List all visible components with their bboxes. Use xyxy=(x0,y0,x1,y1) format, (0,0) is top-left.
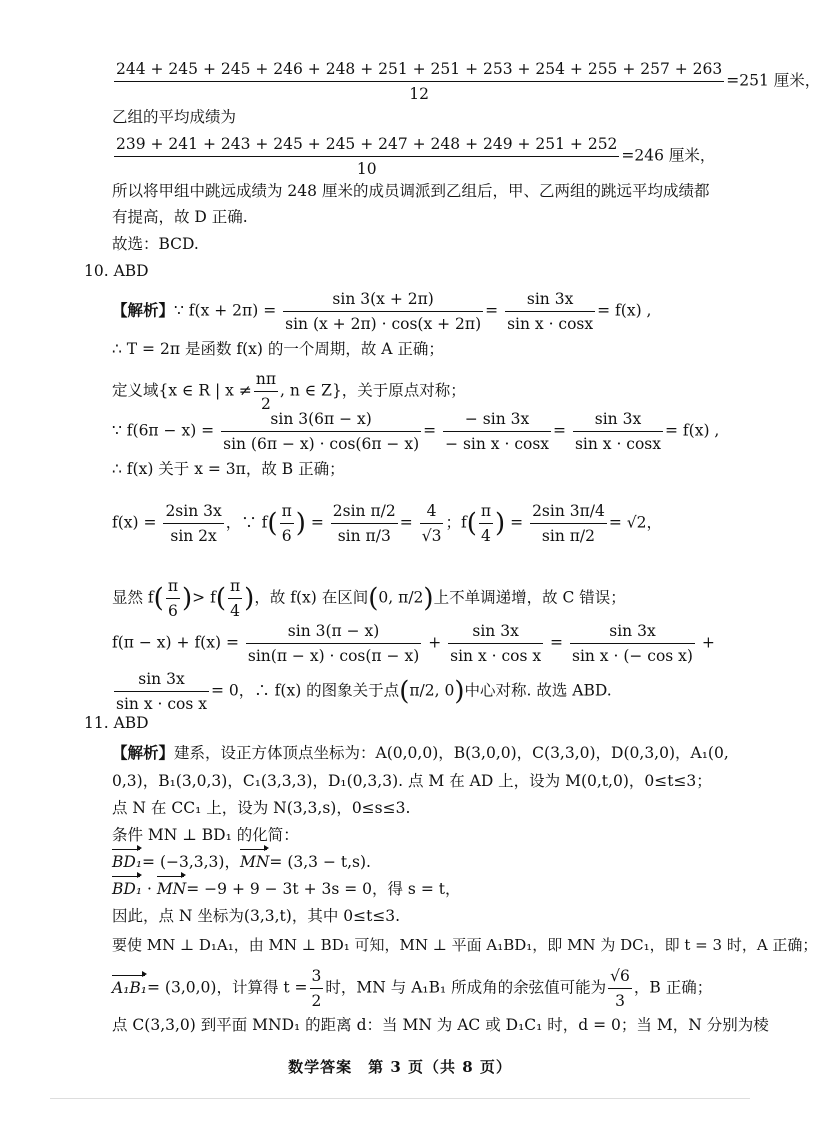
vector-bd1: BD₁ xyxy=(112,880,143,898)
fraction: $\frac{\sin 3(6\pi - x)}{\sin (6\pi - x) \cdot \cos(6\pi - x)}$ xyxy=(223,410,420,453)
fraction: $\frac{2\sin 3x}{\sin 2x}$ xyxy=(165,502,222,545)
fraction: $\frac{\sin 3x}{\text{sin x · cosx}}$ xyxy=(574,410,662,453)
fraction: $\frac{\sin 3x}{\text{sin x · cosx}}$ xyxy=(507,290,594,333)
fraction: $\frac{2\sin 3\pi/4}{\text{sin π/2}}$ xyxy=(532,502,605,545)
q10-line-9: $\frac{\sin 3x}{\text{sin x · cos x}}$ = 0，∴ f(x) 的图象关于点(π/2, 0)中心对称. 故选 ABD. xyxy=(116,670,612,713)
q11-line-7: 因此，点 N 坐标为(3,3,t)，其中 0≤t≤3. xyxy=(112,907,401,925)
fraction: $\frac{n\pi}{2}$ xyxy=(255,370,277,413)
q11-line-3: 点 N 在 CC₁ 上，设为 N(3,3,s)，0≤s≤3. xyxy=(112,799,411,817)
q11-line-2: 0,3)，B₁(3,0,3)，C₁(3,3,3)，D₁(0,3,3). 点 M 在 AD 上，设为 M(0,t,0)，0≤t≤3； xyxy=(112,772,712,790)
text-line: 所以将甲组中跳远成绩为 248 厘米的成员调派到乙组后，甲、乙两组的跳远平均成绩都 xyxy=(112,182,710,200)
text-line: 乙组的平均成绩为 xyxy=(112,108,237,126)
text-line: 故选：BCD. xyxy=(112,235,199,253)
vector-bd1: BD₁ xyxy=(112,853,143,871)
fraction: $\frac{\sin 3x}{\text{sin x · cos x}}$ xyxy=(116,670,207,713)
q10-line-4: ∵ f(6π − x) = $\frac{\sin 3(6\pi - x)}{\sin (6\pi - x) \cdot \cos(6\pi - x)}$ = $\frac{- \sin 3x}{\text{− sin x · cosx}}$ = $\frac{\sin 3x}{\text{sin x · cosx}}$ = f(x) , xyxy=(112,410,720,453)
q10-line-6: f(x) = $\frac{2\sin 3x}{\sin 2x}$ ，∵ f( $\frac{\pi}{6}$ ) = $\frac{\text{2sin π/2}}{\text{sin π/3}}$ = $\frac{4}{√3}$ ；f( $\frac{\pi}{4}$ ) = $\frac{2\sin 3\pi/4}{\text{sin π/2}}$ = √2， xyxy=(112,502,663,545)
fraction: $\frac{\pi}{4}$ xyxy=(229,577,241,620)
fraction: $\frac{- \sin 3x}{\text{− sin x · cosx}}$ xyxy=(445,410,550,453)
q10-line-5: ∴ f(x) 关于 x = 3π，故 B 正确； xyxy=(112,460,345,478)
q10-line-3: 定义域{x ∈ R | x ≠ $\frac{n\pi}{2}$ , n ∈ Z}，关于原点对称； xyxy=(112,370,466,413)
fraction: $\frac{\sin 3x}{\text{sin x · cos x}}$ xyxy=(450,622,542,665)
question-10-header: 10. ABD xyxy=(84,262,149,280)
fraction: $\frac{\pi}{6}$ xyxy=(167,577,179,620)
q10-line-2: ∴ T = 2π 是函数 f(x) 的一个周期，故 A 正确； xyxy=(112,340,444,358)
vector-a1b1: A₁B₁ xyxy=(112,978,148,997)
fraction: $\frac{\sin 3(\pi - x)}{\sin(\pi - x) \cdot \cos(\pi - x)}$ xyxy=(247,622,420,665)
q11-line-8: 要使 MN ⊥ D₁A₁，由 MN ⊥ BD₁ 可知，MN ⊥ 平面 A₁BD₁，即 MN 为 DC₁，即 t = 3 时，A 正确； xyxy=(112,936,818,954)
vector-mn: MN xyxy=(239,853,270,871)
q10-line-8: f(π − x) + f(x) = $\frac{\sin 3(\pi - x)}{\sin(\pi - x) \cdot \cos(\pi - x)}$ + $\frac{\sin 3x}{\text{sin x · cos x}}$ = $\frac{\sin 3x}{\text{sin x · (− cos x)}}$ + xyxy=(112,622,715,665)
equation-group-jia: 244 + 245 + 245 + 246 + 248 + 251 + 251 + 253 + 254 + 255 + 257 + 263 12 =251 厘米， xyxy=(116,60,820,103)
q11-line-5: BD₁= (−3,3,3)，MN= (3,3 − t,s). xyxy=(112,853,371,871)
fraction: $\frac{\text{2sin π/2}}{\text{sin π/3}}$ xyxy=(332,502,396,545)
fraction: $\frac{√6}{3}$ xyxy=(610,967,630,1010)
fraction: $\frac{\pi}{4}$ xyxy=(480,502,492,545)
q11-line-4: 条件 MN ⊥ BD₁ 的化简： xyxy=(112,826,299,844)
q11-line-6: BD₁ · MN= −9 + 9 − 3t + 3s = 0，得 s = t， xyxy=(112,880,461,898)
fraction: $\frac{3}{2}$ xyxy=(311,967,322,1010)
bottom-divider xyxy=(50,1098,750,1099)
fraction: $\frac{\sin 3(x + 2\pi)}{\sin (x + 2\pi) \cdot \cos(x + 2\pi)}$ xyxy=(285,290,482,333)
fraction: $\frac{239 + 241 + 243 + 245 + 245 + 247 + 248 + 249 + 251 + 252}{10}$ xyxy=(116,135,618,178)
q11-line-1: 【解析】建系，设正方体顶点坐标为：A(0,0,0)，B(3,0,0)，C(3,3,0)，D(0,3,0)，A₁(0, xyxy=(112,743,729,762)
page-footer: 数学答案 第 3 页（共 8 页） xyxy=(288,1058,512,1076)
equation-group-yi: $\frac{239 + 241 + 243 + 245 + 245 + 247 + 248 + 249 + 251 + 252}{10}$ =246 厘米， xyxy=(116,135,716,178)
fraction: $\frac{4}{√3}$ xyxy=(421,502,442,545)
q10-line-7: 显然 f( $\frac{\pi}{6}$ )> f( $\frac{\pi}{4}$ )，故 f(x) 在区间(0, π/2)上不单调递增，故 C 错误； xyxy=(112,577,626,620)
q11-line-10: 点 C(3,3,0) 到平面 MND₁ 的距离 d：当 MN 为 AC 或 D₁C₁ 时，d = 0；当 M，N 分别为棱 xyxy=(112,1016,769,1034)
q11-line-9: A₁B₁= (3,0,0)，计算得 t = $\frac{3}{2}$ 时，MN 与 A₁B₁ 所成角的余弦值可能为 $\frac{√6}{3}$ ，B 正确； xyxy=(112,967,713,1010)
fraction: $\frac{\pi}{6}$ xyxy=(281,502,292,545)
fraction: $\frac{\sin 3x}{\text{sin x · (− cos x)}}$ xyxy=(571,622,693,665)
q10-line-1: 【解析】∵ f(x + 2π) = $\frac{\sin 3(x + 2\pi)}{\sin (x + 2\pi) \cdot \cos(x + 2\pi)}$ = $\frac{\sin 3x}{\text{sin x · cosx}}$ = f(x) , xyxy=(112,290,652,333)
fraction: 244 + 245 + 245 + 246 + 248 + 251 + 251 + 253 + 254 + 255 + 257 + 263 12 xyxy=(116,60,723,103)
question-11-header: 11. ABD xyxy=(84,714,149,732)
vector-mn: MN xyxy=(156,880,187,898)
text-line: 有提高，故 D 正确. xyxy=(112,208,248,226)
